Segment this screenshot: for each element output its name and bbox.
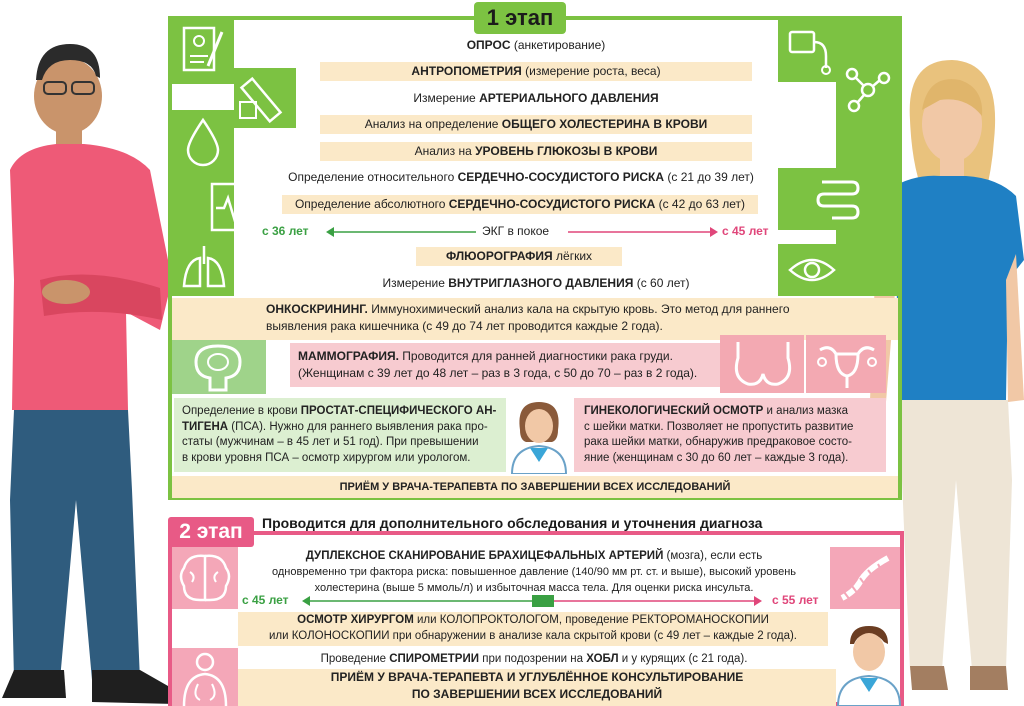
row-anthropometry: АНТРОПОМЕТРИЯ (измерение роста, веса): [320, 62, 752, 81]
row-glucose: Анализ на УРОВЕНЬ ГЛЮКОЗЫ В КРОВИ: [320, 142, 752, 161]
stage2-title: Проводится для дополнительного обследования и уточнения диагноза: [262, 515, 763, 531]
prostate-icon: [190, 342, 246, 392]
ecg-arrow-left: [326, 226, 476, 238]
ecg-age-left: с 36 лет: [262, 224, 309, 238]
mammography-block: МАММОГРАФИЯ. Проводится для ранней диагностики рака груди. (Женщинам с 39 лет до 48 лет – раз в 3 года, с 50 до 70 – раз в 2 года).: [290, 343, 720, 387]
ecg-card-icon: [204, 176, 260, 234]
stage2-age-arrows: [302, 595, 762, 607]
oncoscreening-block: ОНКОСКРИНИНГ. Иммунохимический анализ кала на скрытую кровь. Это метод для раннего выявления рака кишечника (с 49 до 74 лет проводится каждые 2 года).: [172, 298, 898, 340]
white-gap: [172, 84, 234, 110]
man-illustration: [0, 30, 190, 706]
stage1-tag: 1 этап: [474, 2, 566, 34]
artery-icon: [836, 552, 894, 604]
row-absolute-risk: Определение абсолютного СЕРДЕЧНО-СОСУДИСТОГО РИСКА (с 42 до 63 лет): [282, 195, 758, 214]
stage2-age-left: с 45 лет: [242, 593, 289, 607]
intestine-icon: [812, 172, 864, 228]
row-cholesterol: Анализ на определение ОБЩЕГО ХОЛЕСТЕРИНА В КРОВИ: [320, 115, 752, 134]
ruler-scales-icon: [238, 72, 294, 126]
psa-block: Определение в крови ПРОСТАТ-СПЕЦИФИЧЕСКОГО АН- ТИГЕНА (ПСА). Нужно для раннего выявления рака про- статы (мужчинам – в 45 лет и 51 год). При превышении в крови уровня ПСА – осмотр хирургом или урологом.: [174, 398, 506, 472]
ecg-age-right: с 45 лет: [722, 224, 769, 238]
doctor-woman-icon: [508, 396, 570, 474]
uterus-icon: [814, 340, 880, 390]
brain-icon: [176, 550, 234, 606]
survey-icon: [180, 24, 226, 78]
row-intraocular: Измерение ВНУТРИГЛАЗНОГО ДАВЛЕНИЯ (с 60 лет): [382, 276, 690, 290]
stage1-right-icon-column: [836, 20, 898, 296]
gynecological-block: ГИНЕКОЛОГИЧЕСКИЙ ОСМОТР и анализ мазка с шейки матки. Позволяет не пропустить развитие рака шейки матки, обнаружив предраковое состо- яние (женщинам с 30 до 60 лет – каждые 3 года).: [574, 398, 886, 472]
duplex-block: ДУПЛЕКСНОЕ СКАНИРОВАНИЕ БРАХИЦЕФАЛЬНЫХ АРТЕРИЙ (мозга), если есть одновременно три фактора риска: повышенное давление (140/90 мм рт. ст. и выше), высокий уровень холестерина (выше 5 ммоль/л) и избыточная масса тела. Для оценки риска инсульта.: [271, 550, 797, 594]
heart-pulse-icon: [782, 116, 834, 164]
lungs-icon: [178, 242, 230, 294]
drop-icon: [182, 116, 224, 168]
spirometry-row: Проведение СПИРОМЕТРИИ при подозрении на ХОБЛ и у курящих (с 21 года).: [320, 653, 748, 665]
stage2-age-bar: [238, 593, 828, 609]
stage2-age-right: с 55 лет: [772, 593, 819, 607]
eye-icon: [786, 246, 838, 294]
row-ecg: [262, 222, 778, 242]
surgeon-block: ОСМОТР ХИРУРГОМ или КОЛОПРОКТОЛОГОМ, проведение РЕКТОРОМАНОСКОПИИ или КОЛОНОСКОПИИ при обнаружении в анализе кала скрытой крови (с 49 лет – каждые 2 года).: [238, 612, 828, 646]
stage1-final-visit: ПРИЁМ У ВРАЧА-ТЕРАПЕВТА ПО ЗАВЕРШЕНИИ ВСЕХ ИССЛЕДОВАНИЙ: [172, 476, 898, 498]
molecule-icon: [842, 64, 894, 116]
tonometer-icon: [782, 24, 834, 78]
ecg-arrow-right: [568, 226, 718, 238]
breast-icon: [730, 338, 796, 392]
row-relative-risk: Определение относительного СЕРДЕЧНО-СОСУДИСТОГО РИСКА (с 21 до 39 лет): [288, 170, 754, 184]
stage2-tag: 2 этап: [168, 517, 254, 547]
ecg-label: ЭКГ в покое: [482, 224, 550, 238]
stage2-final-visit: ПРИЁМ У ВРАЧА-ТЕРАПЕВТА И УГЛУБЛЁННОЕ КОНСУЛЬТИРОВАНИЕ ПО ЗАВЕРШЕНИИ ВСЕХ ИССЛЕДОВАНИЙ: [238, 669, 836, 706]
row-fluorography: ФЛЮОРОГРАФИЯ лёгких: [416, 247, 622, 266]
doctor-man-icon: [836, 622, 902, 706]
row-blood-pressure: Измерение АРТЕРИАЛЬНОГО ДАВЛЕНИЯ: [413, 91, 659, 105]
body-icon: [178, 650, 232, 706]
row-survey: ОПРОС (анкетирование): [466, 38, 606, 52]
